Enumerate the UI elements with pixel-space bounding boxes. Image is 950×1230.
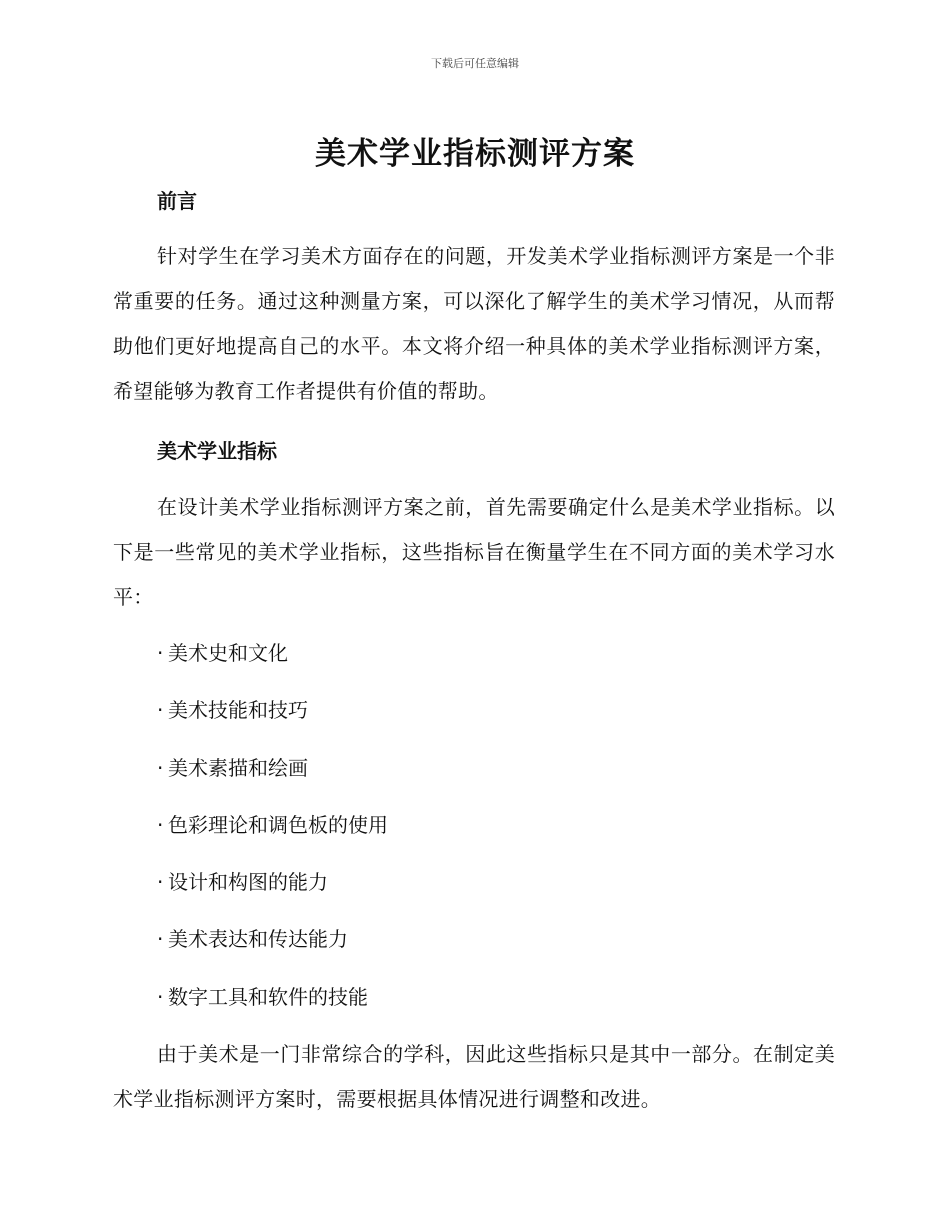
list-item [157, 688, 388, 745]
section-heading-preface: 前言 [157, 189, 197, 213]
list-item-text: 美术史和文化 [168, 641, 288, 665]
list-item-text: 美术素描和绘画 [168, 755, 308, 780]
list-item-text: 设计和构图的能力 [168, 870, 328, 895]
bullet-marker: · [157, 698, 164, 723]
bullet-marker: · [157, 927, 164, 952]
list-item [157, 803, 388, 860]
indicator-list [157, 631, 388, 1032]
bullet-marker: · [157, 755, 164, 780]
indicators-closing-body [113, 1032, 835, 1122]
list-item [157, 975, 388, 1032]
indicators-closing-paragraph: 由于美术是一门非常综合的学科，因此这些指标只是其中一部分。在制定美术学业指标测评方案时，需要根据具体情况进行调整和改进。 [113, 1042, 835, 1111]
list-item-text: 美术技能和技巧 [168, 698, 308, 723]
preface-paragraph: 针对学生在学习美术方面存在的问题，开发美术学业指标测评方案是一个非常重要的任务。通过这种测量方案，可以深化了解学生的美术学习情况，从而帮助他们更好地提高自己的水平。本文将介绍一种具体的美术学业指标测评方案，希望能够为教育工作者提供有价值的帮助。 [113, 244, 835, 403]
bullet-marker: · [157, 870, 164, 895]
indicators-intro-body [113, 485, 835, 620]
list-item [157, 917, 388, 974]
list-item [157, 746, 388, 803]
list-item-text: 数字工具和软件的技能 [168, 984, 368, 1009]
preface-body [113, 234, 835, 414]
list-item-text: 美术表达和传达能力 [168, 927, 348, 952]
list-item [157, 631, 388, 688]
bullet-marker: · [157, 812, 164, 837]
bullet-marker: · [157, 984, 164, 1009]
list-item-text: 色彩理论和调色板的使用 [168, 812, 388, 837]
bullet-marker: · [157, 641, 164, 665]
document-title: 美术学业指标测评方案 [315, 136, 635, 172]
section-heading-indicators: 美术学业指标 [157, 439, 277, 463]
page-header-note: 下载后可任意编辑 [431, 57, 519, 70]
list-item [157, 860, 388, 917]
indicators-intro-paragraph: 在设计美术学业指标测评方案之前，首先需要确定什么是美术学业指标。以下是一些常见的美术学业指标，这些指标旨在衡量学生在不同方面的美术学习水平： [113, 495, 835, 609]
